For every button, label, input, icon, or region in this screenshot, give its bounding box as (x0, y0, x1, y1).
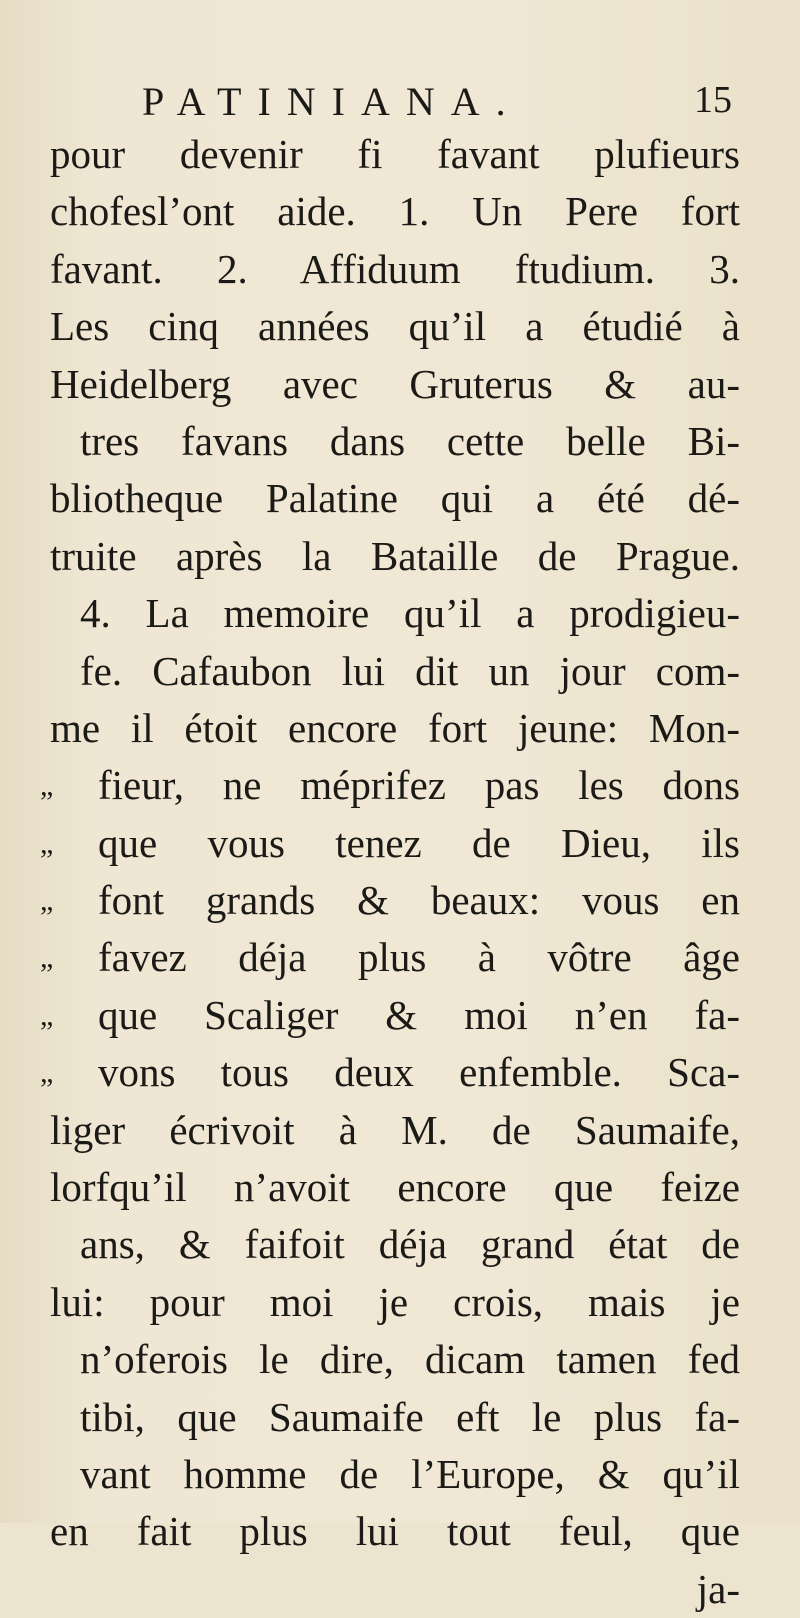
quoted-line (40, 757, 740, 814)
text-line: truite après la Bataille de Prague. (50, 532, 740, 579)
quoted-line (40, 872, 740, 929)
catchword: ja- (696, 1565, 740, 1612)
running-head: PATINIANA. (142, 79, 522, 124)
text-line: tibi, que Saumaife eft le plus fa- (80, 1393, 740, 1440)
text-line: ans, & faifoit déja grand état de (80, 1221, 740, 1268)
text-line: 4. La memoire qu’il a prodigieu- (80, 590, 740, 637)
text-line: favant. 2. Affiduum ftudium. 3. (50, 245, 740, 292)
text-line: pour devenir fi favant plufieurs (50, 131, 740, 177)
text-line: vant homme de l’Europe, & qu’il (80, 1450, 740, 1497)
text-line: en fait plus lui tout feul, que (50, 1508, 740, 1555)
text-line: lorfqu’il n’avoit encore que feize (50, 1164, 740, 1211)
quote-mark: „ (40, 769, 54, 803)
text-line: liger écrivoit à M. de Saumaife, (50, 1106, 740, 1153)
text-line: que Scaliger & moi n’en fa- (98, 991, 740, 1038)
quote-mark: „ (40, 826, 54, 860)
text-line: fe. Cafaubon lui dit un jour com- (80, 647, 740, 694)
text-line: Heidelberg avec Gruterus & au- (50, 360, 740, 407)
quote-mark: „ (40, 941, 54, 975)
text-line: font grands & beaux: vous en (98, 877, 740, 924)
text-line: fieur, ne méprifez pas les dons (98, 762, 740, 809)
quote-mark: „ (40, 884, 54, 918)
quoted-line (40, 929, 740, 986)
quoted-line (40, 1044, 740, 1101)
text-line: favez déja plus à vôtre âge (98, 934, 740, 981)
text-line: Les cinq années qu’il a étudié à (50, 303, 740, 350)
text-line: me il étoit encore fort jeune: Mon- (50, 704, 740, 751)
text-line: lui: pour moi je crois, mais je (50, 1278, 740, 1325)
page-number: 15 (694, 79, 732, 121)
quote-mark: „ (40, 998, 54, 1032)
text-line: bliotheque Palatine qui a été dé- (50, 475, 740, 522)
text-line: n’oferois le dire, dicam tamen fed (80, 1336, 740, 1383)
quoted-line (40, 815, 740, 872)
quoted-line (40, 987, 740, 1044)
text-line: tres favans dans cette belle Bi- (80, 417, 740, 464)
text-line: vons tous deux enfemble. Sca- (98, 1049, 740, 1096)
text-line: chofesl’ont aide. 1. Un Pere fort (50, 188, 740, 235)
text-line: que vous tenez de Dieu, ils (98, 819, 740, 866)
quote-mark: „ (40, 1056, 54, 1090)
body-text (40, 126, 740, 1618)
